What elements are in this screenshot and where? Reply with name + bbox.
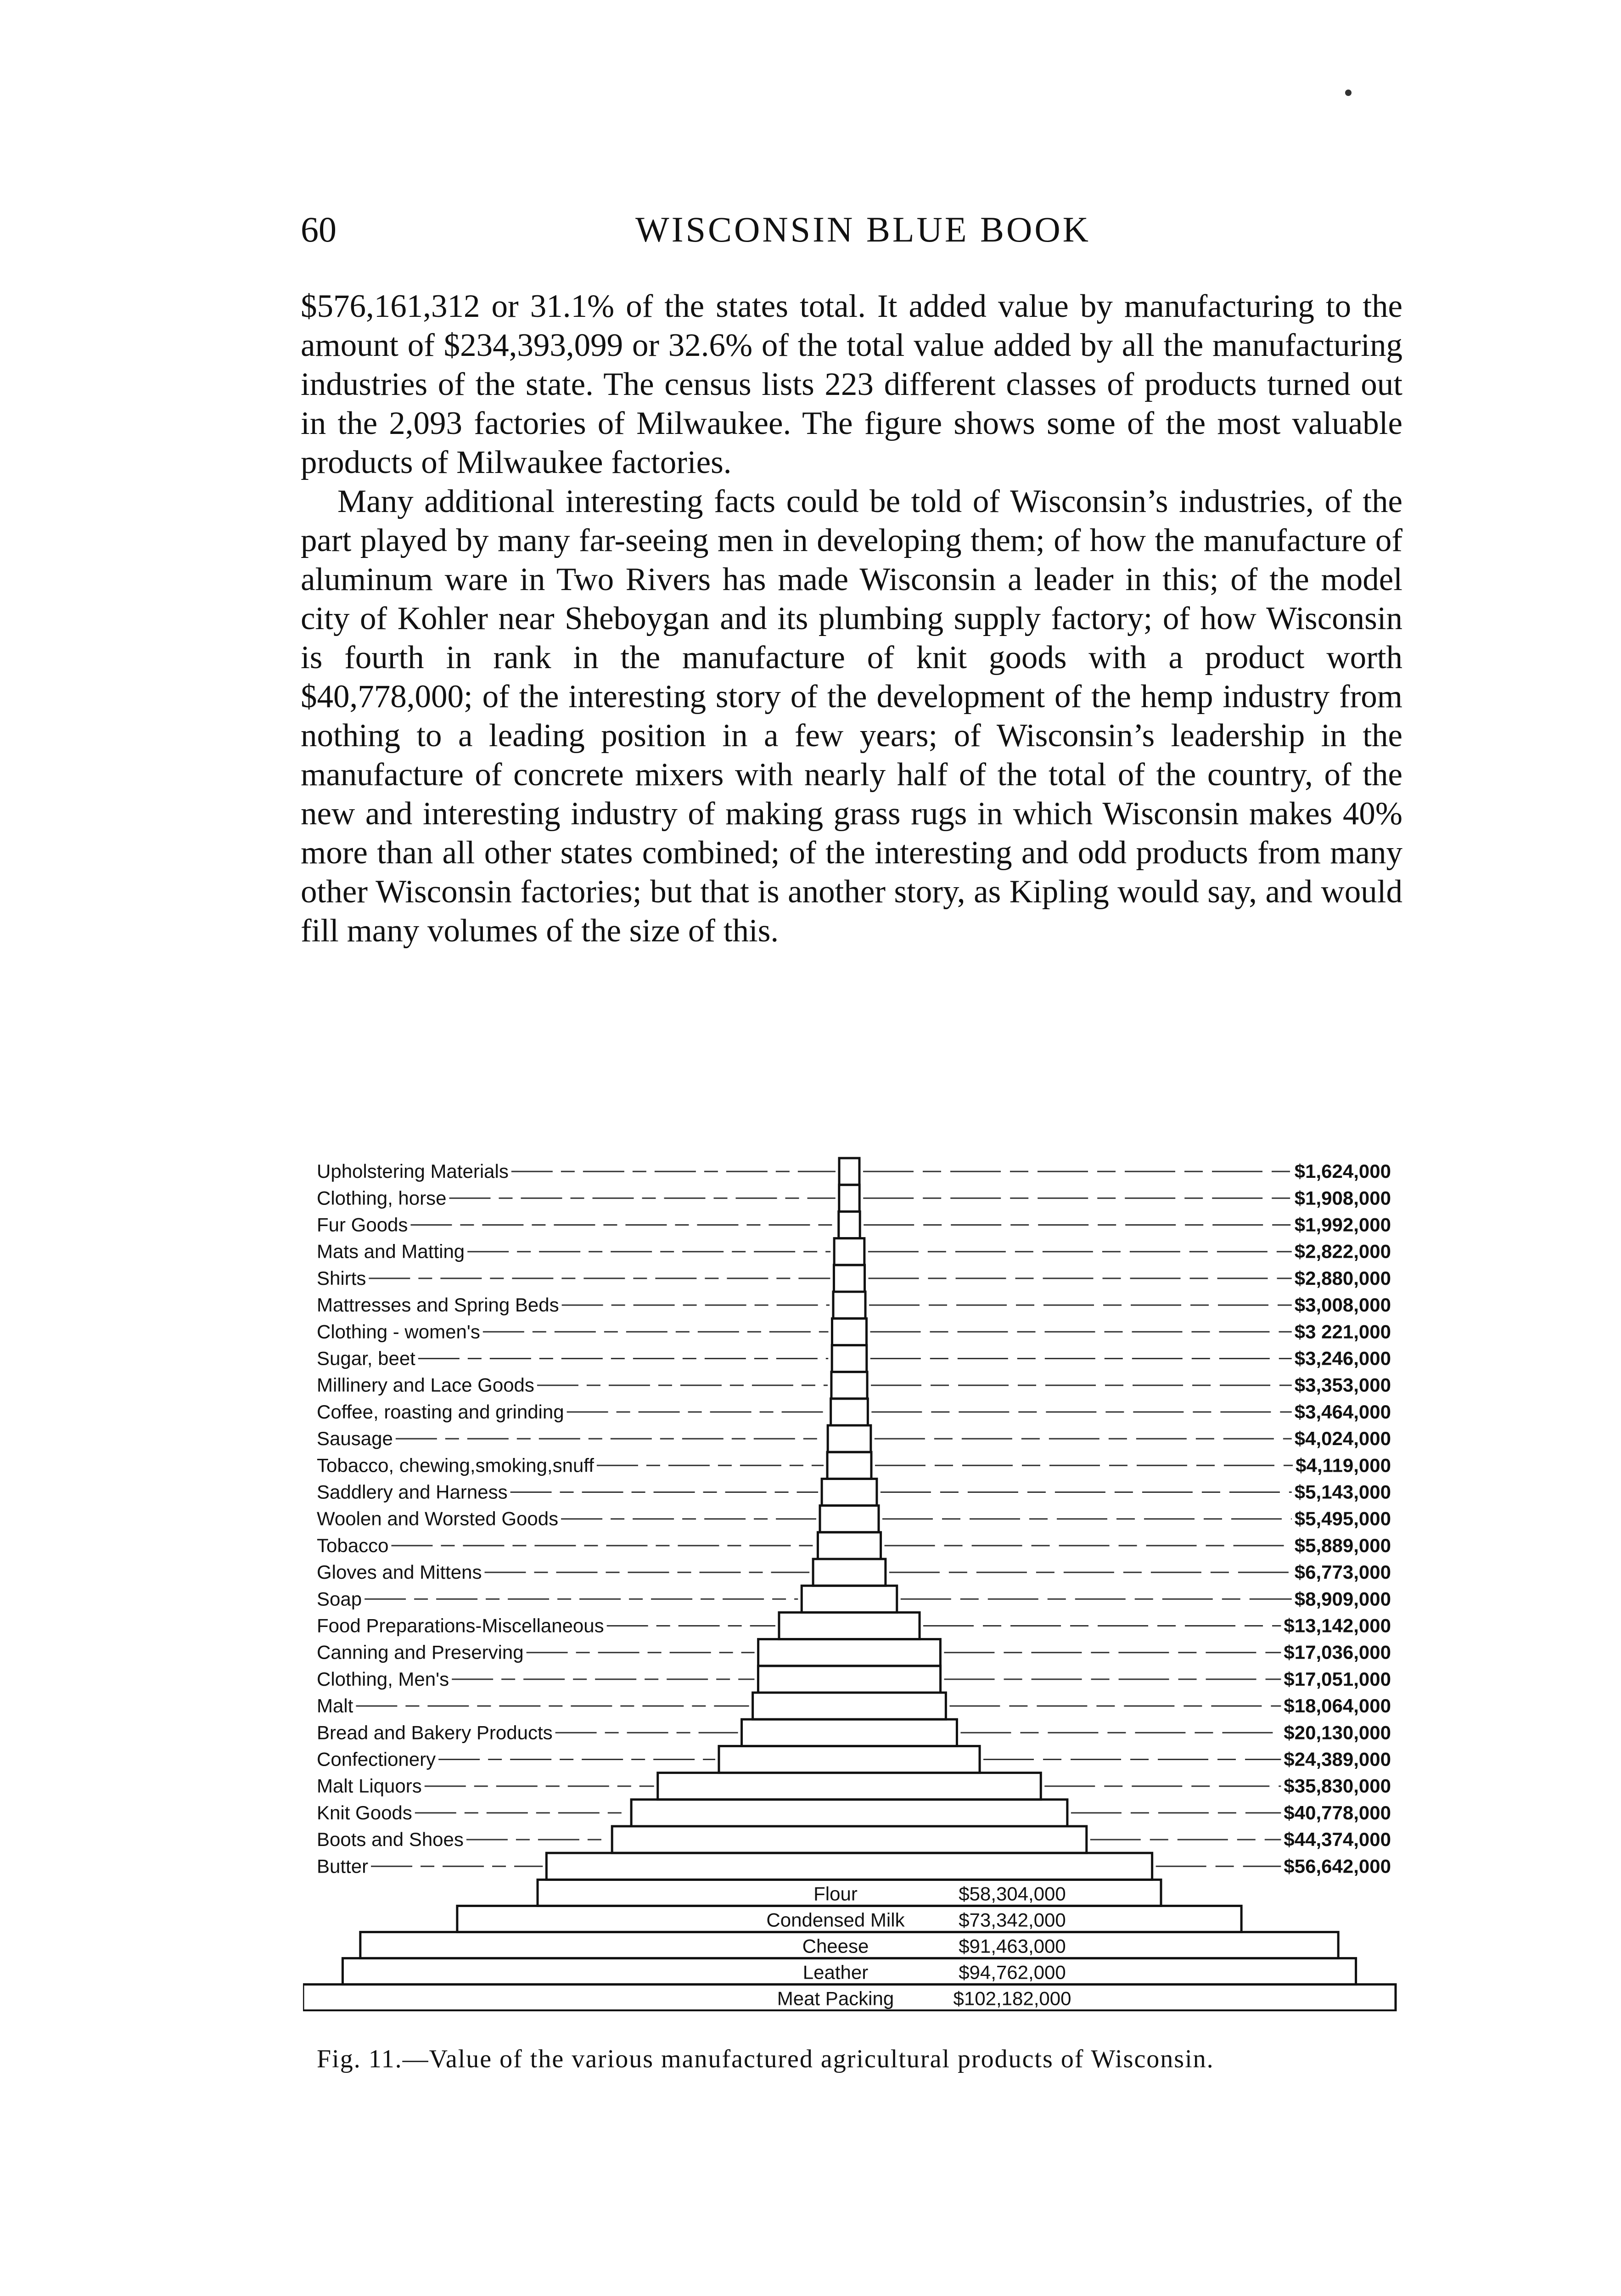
category-label: Soap (317, 1588, 362, 1610)
bar-15 (813, 1559, 886, 1586)
value-label: $5,143,000 (1294, 1481, 1391, 1503)
category-label: Condensed Milk (766, 1909, 905, 1931)
bar-4 (834, 1265, 864, 1292)
category-label: Clothing, Men's (317, 1668, 449, 1690)
value-label: $44,374,000 (1284, 1829, 1391, 1851)
category-label: Canning and Preserving (317, 1641, 524, 1663)
category-label: Gloves and Mittens (317, 1561, 482, 1583)
bar-3 (834, 1238, 864, 1265)
bar-14 (818, 1532, 881, 1559)
value-label: $2,880,000 (1294, 1267, 1391, 1289)
value-label: $91,463,000 (959, 1935, 1066, 1957)
value-label: $17,051,000 (1284, 1668, 1391, 1690)
value-label: $1,624,000 (1294, 1160, 1391, 1182)
category-label: Malt (317, 1695, 353, 1717)
value-label: $35,830,000 (1284, 1775, 1391, 1797)
category-label: Tobacco, chewing,smoking,snuff (317, 1454, 594, 1476)
value-label: $13,142,000 (1284, 1615, 1391, 1637)
bar-16 (802, 1586, 897, 1612)
category-label: Flour (813, 1883, 858, 1905)
page-header (301, 209, 1425, 259)
category-label: Mattresses and Spring Beds (317, 1294, 559, 1316)
bar-2 (839, 1211, 860, 1238)
category-label: Boots and Shoes (317, 1829, 464, 1851)
value-label: $1,992,000 (1294, 1214, 1391, 1236)
category-label: Sugar, beet (317, 1347, 415, 1369)
bar-20 (753, 1693, 946, 1719)
category-label: Sausage (317, 1428, 393, 1450)
category-label: Tobacco (317, 1534, 389, 1556)
value-label: $4,024,000 (1294, 1428, 1391, 1450)
value-label: $17,036,000 (1284, 1641, 1391, 1663)
bar-25 (612, 1826, 1087, 1853)
bar-19 (758, 1666, 940, 1693)
category-label: Confectionery (317, 1748, 436, 1770)
value-label: $56,642,000 (1284, 1855, 1391, 1877)
value-label: $8,909,000 (1294, 1588, 1391, 1610)
category-label: Mats and Matting (317, 1240, 465, 1262)
value-label: $5,495,000 (1294, 1508, 1391, 1530)
value-label: $2,822,000 (1294, 1240, 1391, 1262)
value-label: $58,304,000 (959, 1883, 1066, 1905)
page-number: 60 (301, 209, 337, 249)
running-title: WISCONSIN BLUE BOOK (635, 209, 1091, 249)
category-label: Coffee, roasting and grinding (317, 1401, 564, 1423)
category-label: Cheese (802, 1935, 869, 1957)
category-label: Upholstering Materials (317, 1160, 509, 1182)
bar-24 (631, 1800, 1067, 1826)
category-label: Butter (317, 1855, 369, 1877)
bar-13 (820, 1506, 879, 1532)
value-label: $73,342,000 (959, 1909, 1066, 1931)
category-label: Food Preparations-Miscellaneous (317, 1615, 604, 1637)
category-label: Clothing - women's (317, 1321, 480, 1343)
category-label: Leather (802, 1961, 869, 1983)
value-label: $94,762,000 (959, 1961, 1066, 1983)
bar-12 (822, 1479, 877, 1505)
value-label: $3,008,000 (1294, 1294, 1391, 1316)
category-label: Fur Goods (317, 1214, 408, 1236)
bar-17 (779, 1612, 920, 1639)
bar-5 (833, 1292, 865, 1318)
body-text (301, 287, 1402, 951)
value-label: $20,130,000 (1284, 1722, 1391, 1744)
bar-1 (839, 1185, 859, 1211)
value-label: $102,182,000 (953, 1987, 1071, 2009)
bar-23 (658, 1773, 1041, 1800)
value-label: $40,778,000 (1284, 1801, 1391, 1823)
page-speck (1345, 90, 1352, 96)
bar-10 (828, 1425, 871, 1452)
bar-8 (831, 1372, 867, 1399)
bar-18 (758, 1639, 941, 1666)
bar-0 (839, 1158, 859, 1185)
category-label: Knit Goods (317, 1801, 412, 1823)
category-label: Millinery and Lace Goods (317, 1374, 534, 1396)
bar-9 (831, 1399, 868, 1425)
value-label: $3,464,000 (1294, 1401, 1391, 1423)
value-label: $1,908,000 (1294, 1187, 1391, 1209)
paragraph-2: Many additional interesting facts could be told of Wisconsin’s industries, of the part played by many far-seeing men in developing them; of how the manufacture of aluminum ware in Two Rivers has made Wisconsin a leader in this; of the model city of Kohler near Sheboygan and its plumbing supply factory; of how Wisconsin is fourth in rank in the manufacture of knit goods with a product worth $40,778,000; of the interesting story of the development of the hemp industry from nothing to a leading position in a few years; of Wisconsin’s leadership in the manufacture of concrete mixers with nearly half of the total of the country, of the new and interesting industry of making grass rugs in which Wisconsin makes 40% more than all other states combined; of the interesting and odd products from many other Wisconsin factories; but that is another story, as Kipling would say, and would fill many volumes of the size of this. (301, 484, 1402, 949)
bar-26 (546, 1853, 1152, 1880)
category-label: Saddlery and Harness (317, 1481, 508, 1503)
value-label: $18,064,000 (1284, 1695, 1391, 1717)
value-label: $6,773,000 (1294, 1561, 1391, 1583)
value-label: $4,119,000 (1296, 1454, 1391, 1476)
bar-11 (827, 1452, 871, 1479)
value-label: $24,389,000 (1284, 1748, 1391, 1770)
bar-6 (832, 1318, 866, 1345)
paragraph-1: $576,161,312 or 31.1% of the states total. It added value by manufacturing to the amount of $234,393,099 or 32.6% of the total value added by all the manufacturing industries of the state. The census lists 223 different classes of products turned out in the 2,093 factories of Milwaukee. The figure shows some of the most valuable products of Milwaukee factories. (301, 288, 1402, 480)
value-label: $3 221,000 (1294, 1321, 1391, 1343)
value-label: $3,246,000 (1294, 1347, 1391, 1369)
category-label: Meat Packing (777, 1987, 894, 2009)
value-label: $3,353,000 (1294, 1374, 1391, 1396)
value-pyramid-chart (303, 1148, 1414, 2011)
category-label: Malt Liquors (317, 1775, 422, 1797)
category-label: Bread and Bakery Products (317, 1722, 553, 1744)
category-label: Shirts (317, 1267, 366, 1289)
bar-22 (719, 1746, 980, 1773)
category-label: Woolen and Worsted Goods (317, 1508, 559, 1530)
bar-7 (832, 1345, 867, 1372)
value-label: $5,889,000 (1294, 1534, 1391, 1556)
bar-21 (742, 1719, 957, 1746)
category-label: Clothing, horse (317, 1187, 447, 1209)
figure-caption: Fig. 11.—Value of the various manufactured agricultural products of Wisconsin. (317, 2045, 1214, 2073)
